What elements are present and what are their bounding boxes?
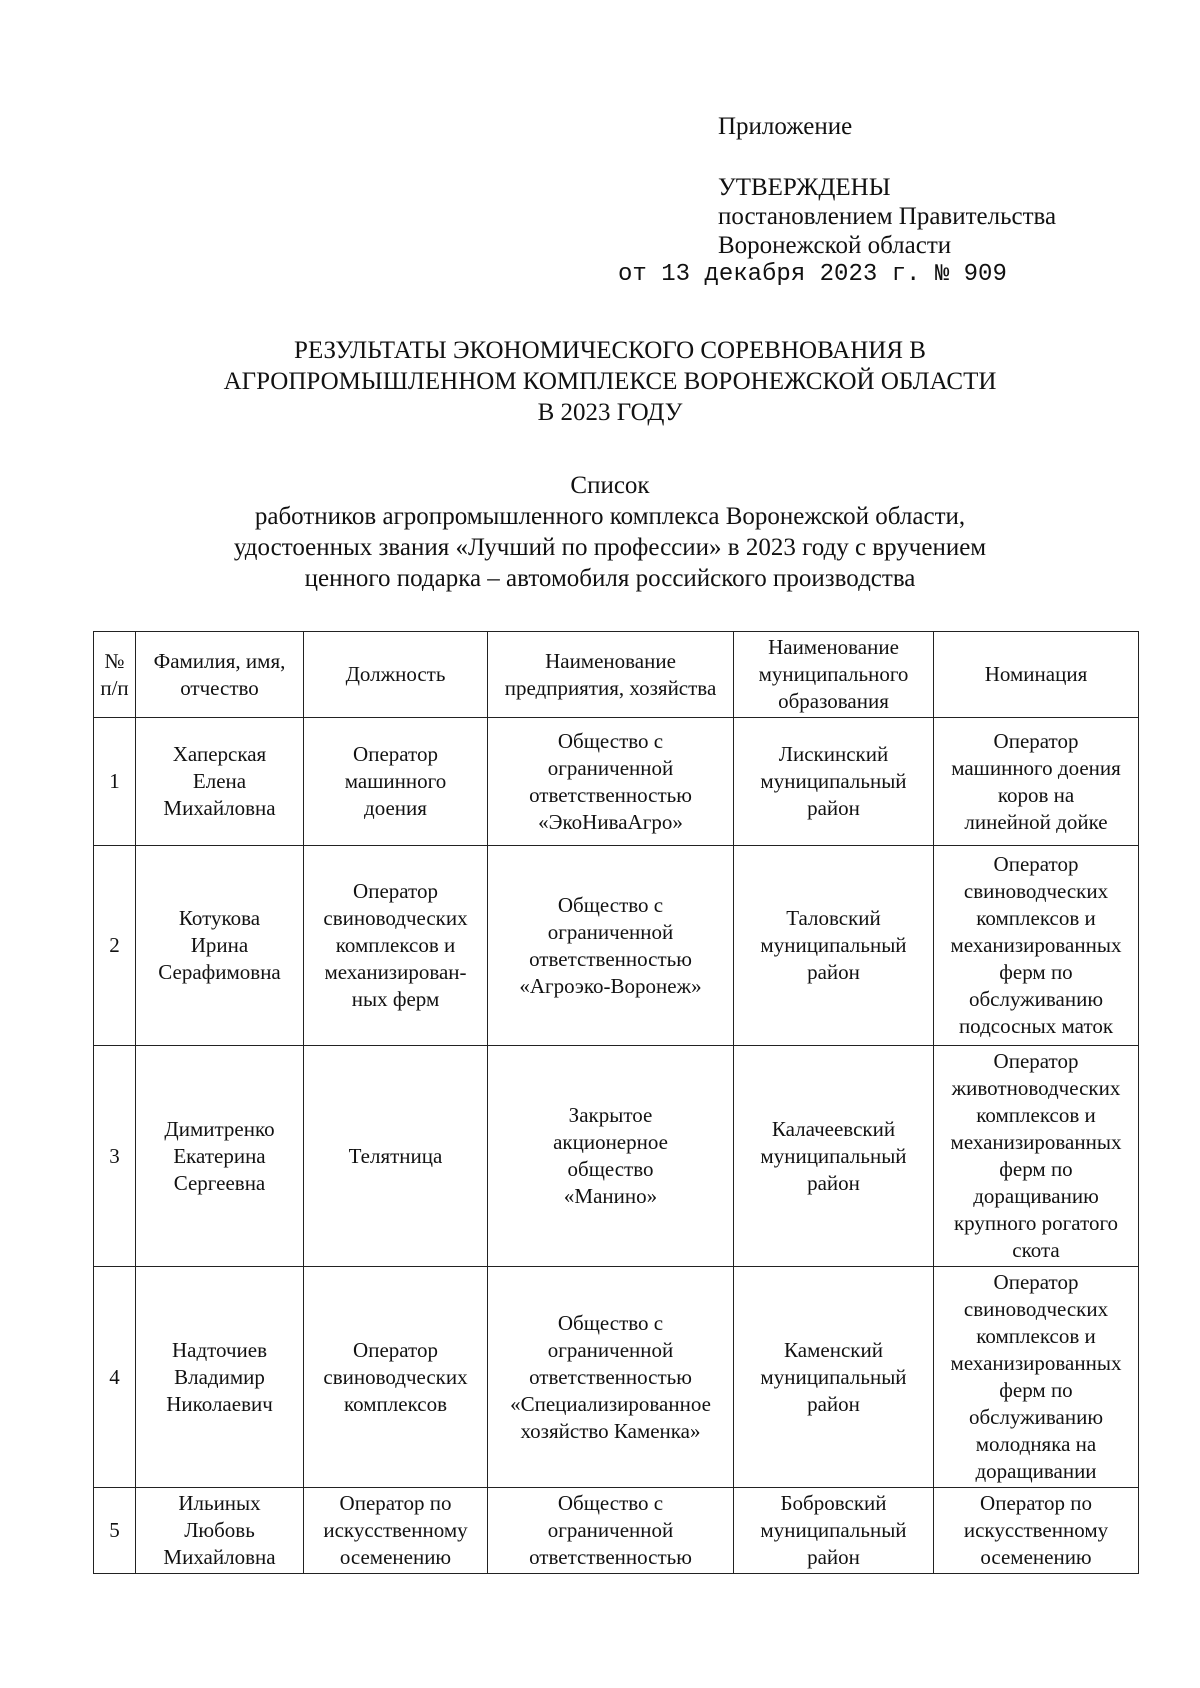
cell-line: Оператор [353, 742, 438, 766]
header-municipality: Наименование муниципального образования [734, 632, 934, 718]
cell-name [136, 718, 304, 846]
cell-line: обслуживанию [968, 1405, 1104, 1429]
cell-line: осеменению [980, 1545, 1092, 1569]
cell-line: Телятница [348, 1143, 443, 1168]
cell-line: свиноводческих [963, 1297, 1109, 1321]
cell-line: подсосных маток [958, 1014, 1114, 1038]
title-line-2: АГРОПРОМЫШЛЕННОМ КОМПЛЕКСЕ ВОРОНЕЖСКОЙ ОБЛАСТИ [223, 368, 997, 395]
cell-line: Владимир [174, 1364, 265, 1389]
appendix-label: Приложение [718, 113, 853, 140]
title-line-3: В 2023 ГОДУ [537, 399, 683, 426]
cell-line: механизированных [950, 1351, 1122, 1375]
header-num: № п/п [94, 632, 136, 718]
cell-line: Екатерина [173, 1143, 266, 1168]
cell-line: Общество с [557, 1491, 664, 1515]
cell-line: свиноводческих [323, 1364, 468, 1389]
cell-line: район [807, 1170, 860, 1195]
cell-line: ограниченной [547, 1337, 674, 1362]
table-row [94, 1488, 1139, 1574]
cell-enterprise [488, 846, 734, 1046]
cell-nomination [934, 1267, 1139, 1488]
cell-line: муниципальный [760, 933, 907, 957]
cell-line: механизированных [950, 1130, 1122, 1154]
cell-line: доращивании [975, 1459, 1097, 1483]
decree-line: от 13 декабря 2023 г. № 909 [618, 261, 1007, 288]
cell-line: ферм по [999, 1378, 1073, 1402]
cell-line: линейной дойке [964, 809, 1108, 834]
cell-line: Елена [192, 769, 247, 793]
table-body [94, 718, 1139, 1574]
cell-line: машинного [344, 769, 447, 793]
cell-line: Оператор [993, 852, 1079, 876]
cell-line: акционерное [553, 1130, 668, 1154]
cell-enterprise [488, 1488, 734, 1574]
cell-line: машинного доения [951, 755, 1121, 780]
subtitle-line-1: Список [570, 472, 650, 499]
cell-line: комплексов и [976, 1103, 1096, 1127]
cell-line: механизирован- [324, 960, 467, 984]
cell-nomination [934, 718, 1139, 846]
cell-line: Оператор по [339, 1491, 452, 1515]
cell-line: свиноводческих [963, 879, 1109, 903]
table-header-row [94, 632, 1139, 718]
approved-label: УТВЕРЖДЕНЫ [718, 174, 891, 201]
cell-num: 4 [94, 1267, 136, 1488]
cell-line: Оператор [993, 1270, 1079, 1294]
cell-line: Сергеевна [173, 1170, 266, 1195]
cell-line: Общество с [557, 892, 664, 917]
cell-line: Ильиных [178, 1491, 261, 1515]
cell-num: 1 [94, 718, 136, 846]
cell-line: Лискинский [778, 742, 889, 766]
approval-block [618, 112, 1057, 289]
cell-line: Котукова [178, 906, 261, 930]
cell-line: обслуживанию [968, 987, 1104, 1011]
cell-line: район [807, 796, 860, 820]
cell-nomination [934, 846, 1139, 1046]
cell-line: ных ферм [351, 987, 440, 1011]
cell-name [136, 846, 304, 1046]
table-row [94, 718, 1139, 846]
cell-line: Ирина [190, 933, 249, 957]
cell-line: ответственностью [529, 946, 692, 971]
cell-municipality [734, 1267, 934, 1488]
cell-line: Димитренко [164, 1116, 275, 1141]
approval-line-1: постановлением Правительства [718, 203, 1057, 230]
cell-line: Бобровский [780, 1491, 887, 1515]
header-position: Должность [304, 632, 488, 718]
cell-line: Михайловна [163, 796, 276, 820]
cell-line: Каменский [784, 1337, 883, 1362]
cell-line: комплексов и [335, 933, 456, 957]
cell-line: искусственному [323, 1518, 468, 1542]
cell-position [304, 1267, 488, 1488]
cell-line: свиноводческих [323, 906, 468, 930]
cell-line: ответственностью [529, 1545, 692, 1569]
cell-line: район [807, 1391, 860, 1416]
cell-line: хозяйство Каменка» [520, 1418, 701, 1443]
subtitle-line-3: удостоенных звания «Лучший по профессии» в 2023 году с вручением [233, 534, 987, 561]
cell-line: «ЭкоНиваАгро» [538, 809, 683, 834]
cell-position [304, 846, 488, 1046]
cell-line: Общество с [557, 728, 664, 753]
cell-line: Оператор [353, 1337, 438, 1362]
cell-name [136, 1267, 304, 1488]
cell-line: крупного рогатого [953, 1211, 1119, 1235]
header-enterprise: Наименование предприятия, хозяйства [488, 632, 734, 718]
cell-line: Закрытое [568, 1103, 653, 1127]
awards-table [93, 631, 1139, 1574]
cell-num: 2 [94, 846, 136, 1046]
cell-line: муниципальный [760, 1518, 907, 1542]
cell-name [136, 1046, 304, 1267]
cell-line: Михайловна [163, 1545, 276, 1569]
subtitle-line-2: работников агропромышленного комплекса Воронежской области, [254, 503, 966, 530]
cell-line: ограниченной [547, 919, 674, 944]
cell-enterprise [488, 1267, 734, 1488]
cell-line: скота [1012, 1238, 1060, 1262]
cell-municipality [734, 846, 934, 1046]
cell-line: комплексов и [976, 1324, 1096, 1348]
cell-position [304, 718, 488, 846]
cell-nomination [934, 1046, 1139, 1267]
cell-line: муниципальный [760, 1143, 907, 1168]
cell-line: Любовь [184, 1518, 255, 1542]
cell-line: ответственностью [529, 782, 692, 807]
cell-line: Серафимовна [158, 960, 281, 984]
table-row [94, 1046, 1139, 1267]
cell-nomination [934, 1488, 1139, 1574]
cell-line: Хаперская [172, 742, 267, 766]
approval-line-2: Воронежской области [718, 232, 952, 259]
table-row [94, 1267, 1139, 1488]
cell-line: Общество с [557, 1310, 664, 1335]
cell-line: ограниченной [547, 755, 674, 780]
cell-line: искусственному [963, 1518, 1109, 1542]
cell-line: «Специализированное [510, 1391, 711, 1416]
cell-line: Оператор [993, 728, 1079, 753]
header-nomination: Номинация [934, 632, 1139, 718]
cell-enterprise [488, 718, 734, 846]
cell-line: Оператор [993, 1049, 1079, 1073]
cell-line: район [807, 1545, 860, 1569]
cell-municipality [734, 718, 934, 846]
cell-line: Таловский [786, 906, 881, 930]
cell-line: Оператор по [980, 1491, 1092, 1515]
cell-line: ответственностью [529, 1364, 692, 1389]
cell-line: доращиванию [973, 1184, 1099, 1208]
cell-line: осеменению [339, 1545, 452, 1569]
cell-name [136, 1488, 304, 1574]
cell-municipality [734, 1046, 934, 1267]
cell-line: Николаевич [166, 1391, 273, 1416]
cell-num: 3 [94, 1046, 136, 1267]
cell-line: «Манино» [563, 1184, 658, 1208]
cell-line: муниципальный [760, 1364, 907, 1389]
cell-line: ферм по [999, 960, 1073, 984]
cell-line: Оператор [353, 879, 438, 903]
cell-line: комплексов и [976, 906, 1096, 930]
subtitle-line-4: ценного подарка – автомобиля российского производства [304, 565, 916, 592]
cell-enterprise [488, 1046, 734, 1267]
document-title [150, 335, 1070, 428]
cell-line: Надточиев [171, 1337, 268, 1362]
cell-line: комплексов [344, 1391, 447, 1416]
list-subtitle [150, 470, 1070, 594]
cell-position [304, 1046, 488, 1267]
cell-line: общество [567, 1157, 654, 1181]
cell-line: животноводческих [951, 1076, 1121, 1100]
title-line-1: РЕЗУЛЬТАТЫ ЭКОНОМИЧЕСКОГО СОРЕВНОВАНИЯ В [294, 337, 926, 364]
cell-line: район [807, 960, 860, 984]
cell-position [304, 1488, 488, 1574]
cell-line: ограниченной [547, 1518, 674, 1542]
cell-line: молодняка на [975, 1432, 1097, 1456]
table-row [94, 846, 1139, 1046]
cell-line: коров на [997, 782, 1075, 807]
cell-line: доения [364, 796, 427, 820]
cell-line: Калачеевский [771, 1116, 896, 1141]
cell-municipality [734, 1488, 934, 1574]
cell-line: ферм по [999, 1157, 1073, 1181]
cell-line: механизированных [950, 933, 1122, 957]
cell-line: муниципальный [760, 769, 907, 793]
header-name: Фамилия, имя, отчество [136, 632, 304, 718]
cell-num: 5 [94, 1488, 136, 1574]
cell-line: «Агроэко-Воронеж» [519, 973, 702, 998]
